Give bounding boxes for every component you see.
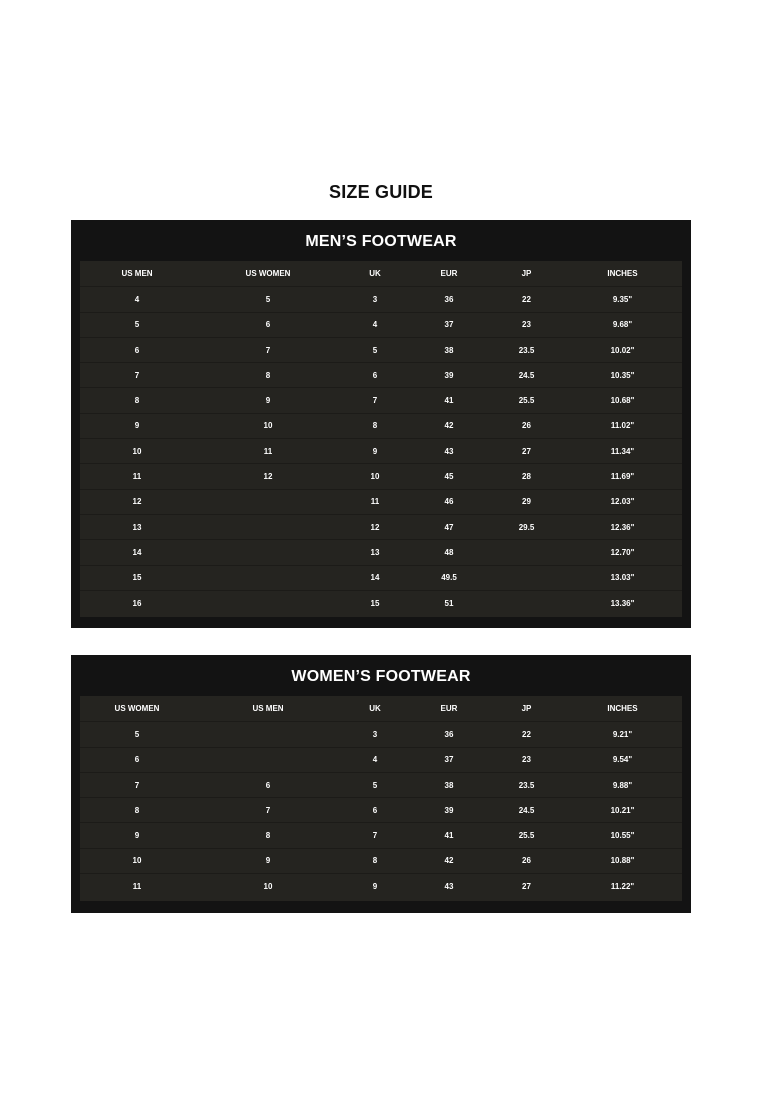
- table-cell: 6: [265, 780, 271, 790]
- table-cell: 51: [444, 598, 454, 608]
- table-cell: 23.5: [518, 345, 535, 355]
- column-header: JP: [521, 704, 532, 714]
- table-cell: 11.34": [610, 446, 635, 456]
- table-cell: 7: [134, 780, 140, 790]
- table-cell: 9: [265, 856, 271, 866]
- table-cell: 10.68": [610, 396, 635, 406]
- table-cell: 7: [265, 805, 271, 815]
- table-row: [80, 312, 682, 337]
- table-cell: 29.5: [518, 522, 535, 532]
- table-cell: 12.03": [610, 497, 635, 507]
- table-cell: 43: [444, 881, 454, 891]
- table-cell: 37: [444, 755, 454, 765]
- table-cell: 13: [132, 522, 142, 532]
- womens-size-table: [80, 696, 682, 901]
- table-cell: 7: [372, 831, 378, 841]
- mens-footwear-title: MEN’S FOOTWEAR: [305, 233, 457, 250]
- column-header: US WOMEN: [114, 704, 160, 714]
- table-cell: 9.54": [612, 755, 633, 765]
- table-cell: 42: [444, 856, 454, 866]
- table-cell: 14: [370, 573, 380, 583]
- table-cell: 10.02": [610, 345, 635, 355]
- table-cell: 46: [444, 497, 454, 507]
- table-cell: 9.35": [612, 294, 633, 304]
- table-cell: 7: [372, 396, 378, 406]
- table-cell: 49.5: [441, 573, 457, 583]
- table-cell: 47: [444, 522, 454, 532]
- table-cell: 11.22": [610, 881, 635, 891]
- table-cell: 38: [444, 780, 454, 790]
- column-header: EUR: [440, 704, 458, 714]
- table-row: [80, 873, 682, 898]
- table-cell: 8: [265, 370, 271, 380]
- table-cell: 8: [372, 856, 378, 866]
- column-header: UK: [369, 704, 381, 714]
- table-cell: 12: [370, 522, 380, 532]
- table-row: [80, 590, 682, 615]
- table-cell: 10.21": [610, 805, 635, 815]
- table-cell: 10: [132, 856, 142, 866]
- table-cell: 27: [522, 881, 531, 891]
- table-cell: 8: [134, 396, 140, 406]
- column-header: US WOMEN: [245, 269, 291, 279]
- table-cell: 11: [370, 497, 380, 507]
- table-row: [80, 438, 682, 463]
- table-cell: 41: [444, 831, 454, 841]
- table-cell: 38: [444, 345, 454, 355]
- table-row: [80, 489, 682, 514]
- table-cell: 3: [372, 294, 378, 304]
- table-cell: 11.02": [610, 421, 635, 431]
- table-cell: 9.88": [612, 780, 633, 790]
- table-cell: 10.35": [610, 370, 635, 380]
- table-cell: 41: [444, 396, 454, 406]
- table-cell: 23: [522, 755, 531, 765]
- table-cell: 43: [444, 446, 454, 456]
- table-cell: 7: [265, 345, 271, 355]
- table-cell: 25.5: [518, 396, 535, 406]
- table-row: [80, 539, 682, 564]
- table-cell: 23.5: [518, 780, 535, 790]
- page-title: SIZE GUIDE: [328, 182, 433, 202]
- table-row: [80, 514, 682, 539]
- table-cell: 10: [263, 881, 273, 891]
- table-cell: 28: [522, 472, 531, 482]
- table-cell: 16: [132, 598, 142, 608]
- table-cell: 6: [372, 370, 378, 380]
- table-cell: 42: [444, 421, 454, 431]
- table-row: [80, 848, 682, 873]
- table-cell: 5: [134, 320, 140, 330]
- table-row: [80, 413, 682, 438]
- table-row: [80, 565, 682, 590]
- table-cell: 6: [265, 320, 271, 330]
- table-header-row: [80, 696, 682, 721]
- table-cell: 9.68": [612, 320, 633, 330]
- table-cell: 13.36": [610, 598, 635, 608]
- table-cell: 5: [372, 345, 378, 355]
- table-row: [80, 337, 682, 362]
- table-cell: 29: [522, 497, 531, 507]
- table-cell: 12: [263, 472, 273, 482]
- table-cell: 45: [444, 472, 454, 482]
- table-cell: 5: [134, 729, 140, 739]
- table-row: [80, 721, 682, 746]
- table-cell: 6: [372, 805, 378, 815]
- table-cell: 8: [372, 421, 378, 431]
- table-cell: 13.03": [610, 573, 635, 583]
- table-cell: 15: [132, 573, 142, 583]
- table-header-row: [80, 261, 682, 286]
- table-cell: 25.5: [518, 831, 535, 841]
- table-cell: 10.55": [610, 831, 635, 841]
- table-cell: 12.36": [610, 522, 635, 532]
- table-cell: 10: [263, 421, 273, 431]
- womens-footwear-panel: [71, 655, 691, 913]
- table-cell: 12: [132, 497, 142, 507]
- table-cell: 6: [134, 345, 140, 355]
- womens-footwear-title: WOMEN’S FOOTWEAR: [291, 668, 471, 685]
- table-cell: 5: [372, 780, 378, 790]
- table-cell: 24.5: [518, 805, 535, 815]
- table-cell: 5: [265, 294, 271, 304]
- table-cell: 11: [132, 881, 142, 891]
- table-cell: 39: [444, 805, 454, 815]
- table-cell: 12.70": [610, 547, 635, 557]
- table-row: [80, 772, 682, 797]
- column-header: UK: [369, 269, 381, 279]
- table-cell: 6: [134, 755, 140, 765]
- table-cell: 39: [444, 370, 454, 380]
- table-cell: 3: [372, 729, 378, 739]
- table-cell: 8: [134, 805, 140, 815]
- table-cell: 10: [370, 472, 380, 482]
- mens-size-table: [80, 261, 682, 617]
- mens-footwear-panel: [71, 220, 691, 628]
- table-cell: 22: [522, 729, 531, 739]
- table-cell: 24.5: [518, 370, 535, 380]
- table-cell: 36: [444, 294, 454, 304]
- column-header: INCHES: [607, 269, 638, 279]
- column-header: JP: [521, 269, 532, 279]
- table-row: [80, 747, 682, 772]
- table-cell: 11: [132, 472, 142, 482]
- column-header: US MEN: [121, 269, 153, 279]
- table-cell: 23: [522, 320, 531, 330]
- table-row: [80, 797, 682, 822]
- table-cell: 9.21": [612, 729, 633, 739]
- column-header: EUR: [440, 269, 458, 279]
- table-cell: 22: [522, 294, 531, 304]
- table-cell: 10: [132, 446, 142, 456]
- table-cell: 14: [132, 547, 142, 557]
- table-cell: 10.88": [610, 856, 635, 866]
- table-row: [80, 463, 682, 488]
- table-cell: 11.69": [610, 472, 635, 482]
- table-cell: 27: [522, 446, 531, 456]
- table-cell: 7: [134, 370, 140, 380]
- table-cell: 4: [372, 320, 378, 330]
- column-header: INCHES: [607, 704, 638, 714]
- table-cell: 8: [265, 831, 271, 841]
- table-cell: 15: [370, 598, 380, 608]
- table-row: [80, 822, 682, 847]
- table-cell: 4: [134, 294, 140, 304]
- table-cell: 9: [134, 831, 140, 841]
- column-header: US MEN: [252, 704, 284, 714]
- table-cell: 48: [444, 547, 454, 557]
- table-cell: 37: [444, 320, 454, 330]
- table-cell: 36: [444, 729, 454, 739]
- table-row: [80, 286, 682, 311]
- table-cell: 26: [522, 421, 531, 431]
- table-cell: 9: [134, 421, 140, 431]
- table-row: [80, 387, 682, 412]
- table-cell: 13: [370, 547, 380, 557]
- table-row: [80, 362, 682, 387]
- table-cell: 9: [372, 446, 378, 456]
- table-cell: 4: [372, 755, 378, 765]
- table-cell: 9: [372, 881, 378, 891]
- table-cell: 11: [263, 446, 273, 456]
- table-cell: 9: [265, 396, 271, 406]
- table-cell: 26: [522, 856, 531, 866]
